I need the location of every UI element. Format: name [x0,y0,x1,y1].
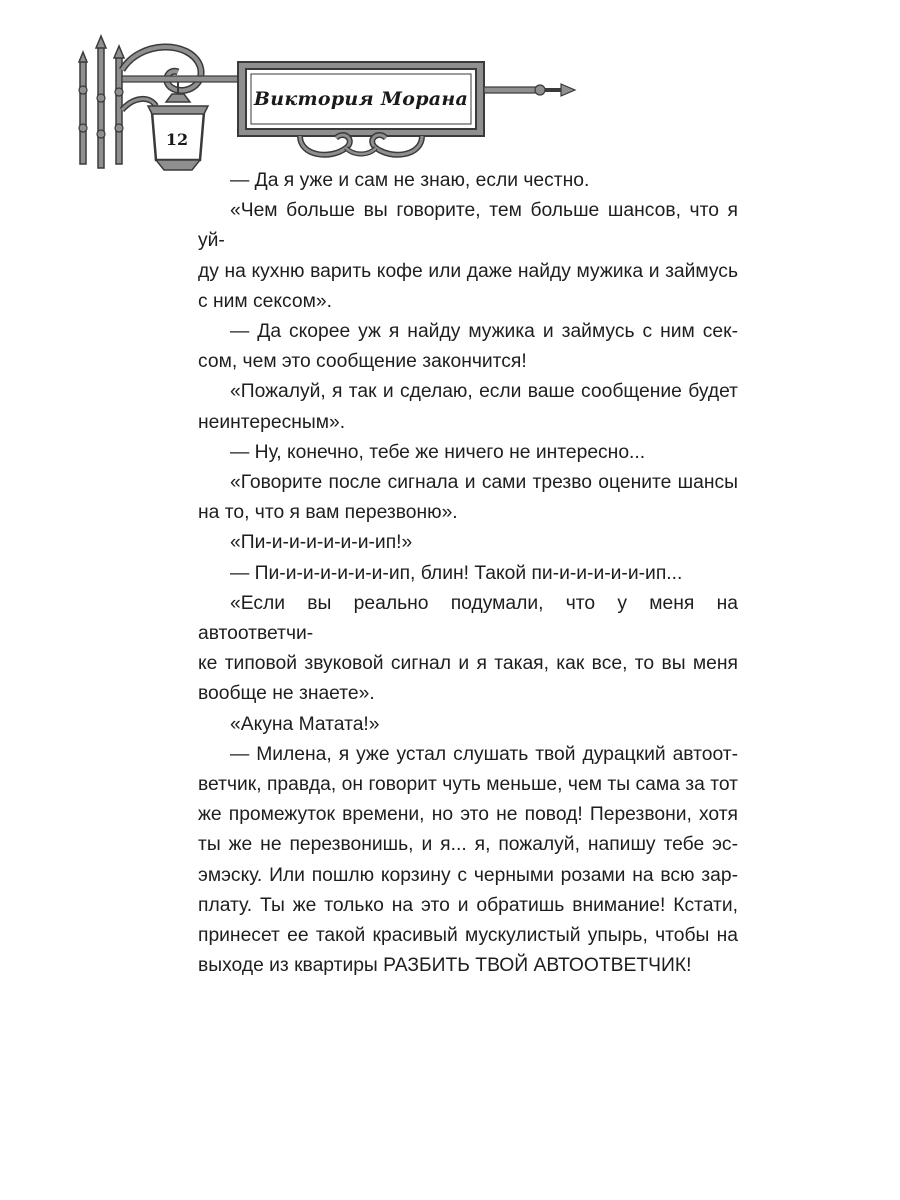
paragraph [198,166,738,196]
text-line: — Да скорее уж я найду мужика и займусь с ним сек- [230,321,738,343]
text-body [198,166,738,981]
text-line: вообще не знаете». [198,683,375,705]
paragraph [198,528,738,558]
paragraph [198,589,738,710]
text-line: — Ну, конечно, тебе же ничего не интересно... [230,441,646,463]
paragraph [198,710,738,740]
text-line: же промежуток времени, но это не повод! Перезвони, хотя [198,804,738,826]
text-line: «Говорите после сигнала и сами трезво оцените шансы [230,472,738,494]
text-line: ду на кухню варить кофе или даже найду мужика и займусь [198,260,738,282]
paragraph [198,377,738,437]
text-line: «Акуна Матата!» [230,713,380,735]
paragraph [198,740,738,982]
paragraph [198,196,738,317]
text-line: ветчик, правда, он говорит чуть меньше, чем ты сама за тот [198,774,738,796]
text-line: неинтересным». [198,411,346,433]
text-line: — Пи-и-и-и-и-и-и-ип, блин! Такой пи-и-и-и-и-и-ип... [230,562,683,584]
text-line: «Чем больше вы говорите, тем больше шансов, что я уй- [198,200,738,252]
text-line: «Пи-и-и-и-и-и-и-ип!» [230,532,413,554]
paragraph [198,559,738,589]
paragraph [198,468,738,528]
paragraph [198,317,738,377]
text-line: ке типовой звуковой сигнал и я такая, как все, то вы меня [198,653,738,675]
text-line: — Милена, я уже устал слушать твой дурацкий автоот- [230,743,738,765]
text-line: выходе из квартиры РАЗБИТЬ ТВОЙ АВТООТВЕТЧИК! [198,955,692,977]
text-line: эмэску. Или пошлю корзину с черными розами на всю зар- [198,864,738,886]
text-line: на то, что я вам перезвоню». [198,502,458,524]
text-line: сом, чем это сообщение закончится! [198,351,527,373]
text-line: плату. Ты же только на это и обратишь внимание! Кстати, [198,894,738,916]
text-line: ты же не перезвонишь, и я... я, пожалуй, напишу тебе эс- [198,834,738,856]
paragraph [198,438,738,468]
text-line: — Да я уже и сам не знаю, если честно. [230,170,590,191]
page-header [0,0,900,190]
text-line: «Если вы реально подумали, что у меня на автоответчи- [198,592,738,645]
text-line: принесет ее такой красивый мускулистый упырь, чтобы на [198,925,738,947]
text-line: «Пожалуй, я так и сделаю, если ваше сообщение будет [230,381,738,403]
text-line: с ним сексом». [198,290,332,312]
author-name: Виктория Морана [253,88,469,110]
page-number: 12 [165,129,189,149]
